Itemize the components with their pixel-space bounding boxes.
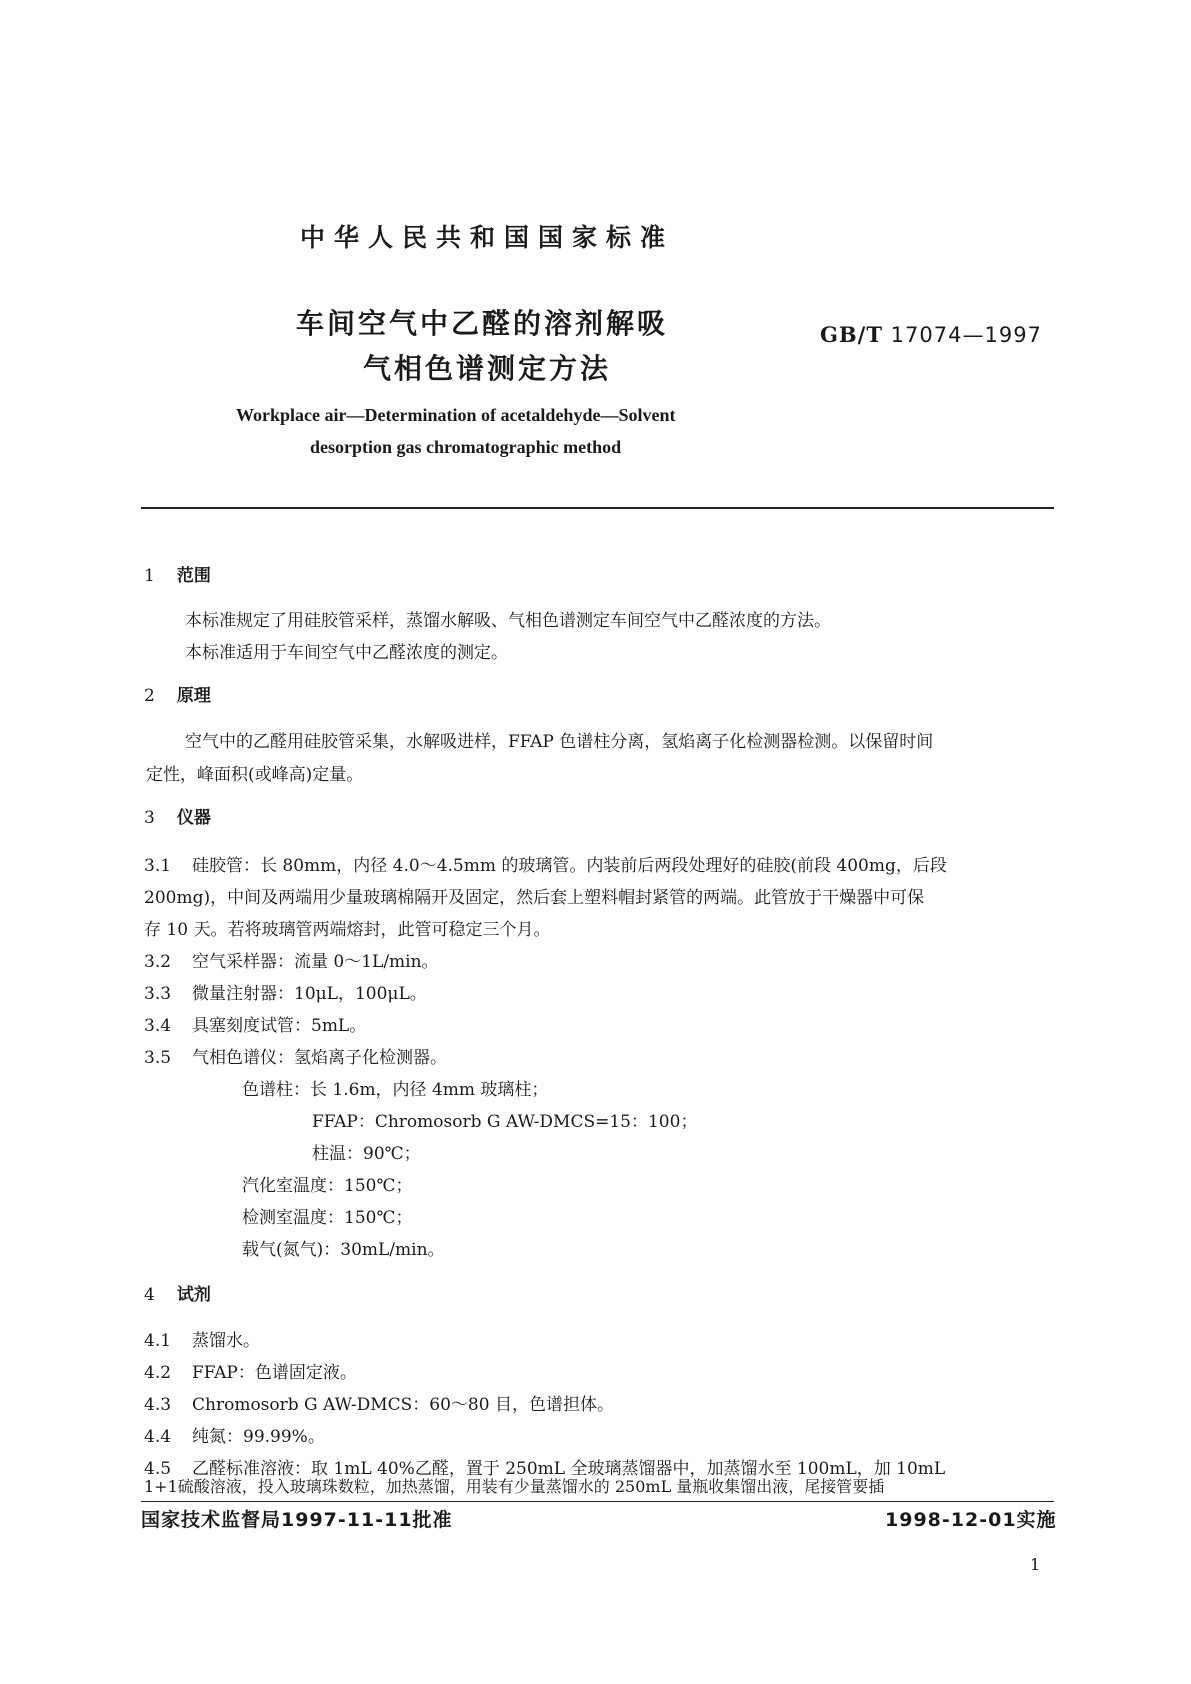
header-divider: [141, 507, 1054, 509]
list-item: [144, 1390, 614, 1415]
item-number: 3.5: [144, 1048, 172, 1068]
section-title: 试剂: [176, 1285, 211, 1305]
item-text: 具塞刻度试管：5mL。: [192, 1016, 367, 1036]
approval-date: 国家技术监督局1997-11-11批准: [141, 1509, 453, 1531]
item-number: 4.5: [144, 1459, 172, 1479]
standard-number: 17074—1997: [890, 323, 1042, 347]
title-en-line1: Workplace air—Determination of acetaldehyde—Solvent: [236, 405, 676, 425]
section-4-heading: [144, 1280, 211, 1305]
section-3-heading: [144, 803, 211, 828]
standard-prefix: GB/T: [820, 322, 883, 347]
section-title: 仪器: [176, 808, 211, 828]
paragraph: 定性，峰面积(或峰高)定量。: [146, 765, 364, 785]
list-item-continuation: 存 10 天。若将玻璃管两端熔封，此管可稳定三个月。: [144, 920, 551, 940]
standard-code: [820, 322, 1042, 347]
spec-detector-temp: 检测室温度：150℃；: [242, 1208, 413, 1228]
list-item: [144, 1422, 325, 1447]
page-number: 1: [1030, 1555, 1041, 1574]
list-item: [144, 1358, 357, 1383]
section-1-heading: [144, 561, 211, 586]
spec-vaporizer-temp: 汽化室温度：150℃；: [242, 1176, 413, 1196]
title-cn-line2: 气相色谱测定方法: [363, 352, 612, 385]
section-title: 范围: [176, 566, 211, 586]
item-text: 乙醛标准溶液：取 1mL 40%乙醛，置于 250mL 全玻璃蒸馏器中，加蒸馏水至 100mL，加 10mL: [192, 1459, 946, 1479]
item-text: 蒸馏水。: [192, 1331, 260, 1351]
item-number: 4.2: [144, 1363, 172, 1383]
section-number: 4: [144, 1285, 155, 1305]
list-item-continuation: 200mg)，中间及两端用少量玻璃棉隔开及固定，然后套上塑料帽封紧管的两端。此管放于干燥器中可保: [144, 888, 925, 908]
list-item-continuation: 1+1硫酸溶液，投入玻璃珠数粒，加热蒸馏，用装有少量蒸馏水的 250mL 量瓶收集馏出液，尾接管要插: [144, 1477, 885, 1496]
item-number: 4.3: [144, 1395, 172, 1415]
spec-column: 色谱柱：长 1.6m，内径 4mm 玻璃柱；: [242, 1080, 549, 1100]
section-number: 2: [144, 686, 155, 706]
list-item: [144, 1326, 260, 1351]
list-item: [144, 1043, 447, 1068]
item-number: 4.1: [144, 1331, 172, 1351]
item-text: Chromosorb G AW-DMCS：60～80 目，色谱担体。: [192, 1395, 614, 1415]
item-number: 3.4: [144, 1016, 172, 1036]
spec-carrier-gas: 载气(氮气)：30mL/min。: [242, 1240, 445, 1260]
paragraph: 空气中的乙醛用硅胶管采集，水解吸进样，FFAP 色谱柱分离，氢焰离子化检测器检测。以保留时间: [185, 732, 934, 752]
title-cn-line1: 车间空气中乙醛的溶剂解吸: [296, 307, 669, 340]
paragraph: 本标准规定了用硅胶管采样，蒸馏水解吸、气相色谱测定车间空气中乙醛浓度的方法。: [185, 611, 831, 631]
list-item: [144, 947, 439, 972]
footer-divider: [141, 1501, 1054, 1502]
item-number: 3.1: [144, 856, 172, 876]
item-text: 纯氮：99.99%。: [192, 1427, 325, 1447]
spec-ffap: FFAP：Chromosorb G AW-DMCS=15：100；: [312, 1112, 698, 1132]
item-text: 微量注射器：10μL，100μL。: [192, 984, 427, 1004]
list-item: [144, 851, 947, 876]
item-text: FFAP：色谱固定液。: [192, 1363, 357, 1383]
section-title: 原理: [176, 686, 211, 706]
spec-column-temp: 柱温：90℃；: [312, 1144, 421, 1164]
paragraph: 本标准适用于车间空气中乙醛浓度的测定。: [185, 643, 508, 663]
item-text: 硅胶管：长 80mm，内径 4.0～4.5mm 的玻璃管。内装前后两段处理好的硅胶(前段 400mg，后段: [192, 856, 947, 876]
list-item: [144, 1011, 366, 1036]
implementation-date: 1998-12-01实施: [885, 1509, 1057, 1531]
title-en-line2: desorption gas chromatographic method: [310, 437, 622, 457]
standard-organization: 中华人民共和国国家标准: [300, 223, 675, 252]
section-2-heading: [144, 681, 211, 706]
list-item: [144, 979, 427, 1004]
item-text: 气相色谱仪：氢焰离子化检测器。: [192, 1048, 447, 1068]
item-text: 空气采样器：流量 0～1L/min。: [192, 952, 439, 972]
item-number: 4.4: [144, 1427, 172, 1447]
section-number: 1: [144, 566, 155, 586]
item-number: 3.3: [144, 984, 172, 1004]
section-number: 3: [144, 808, 155, 828]
item-number: 3.2: [144, 952, 172, 972]
